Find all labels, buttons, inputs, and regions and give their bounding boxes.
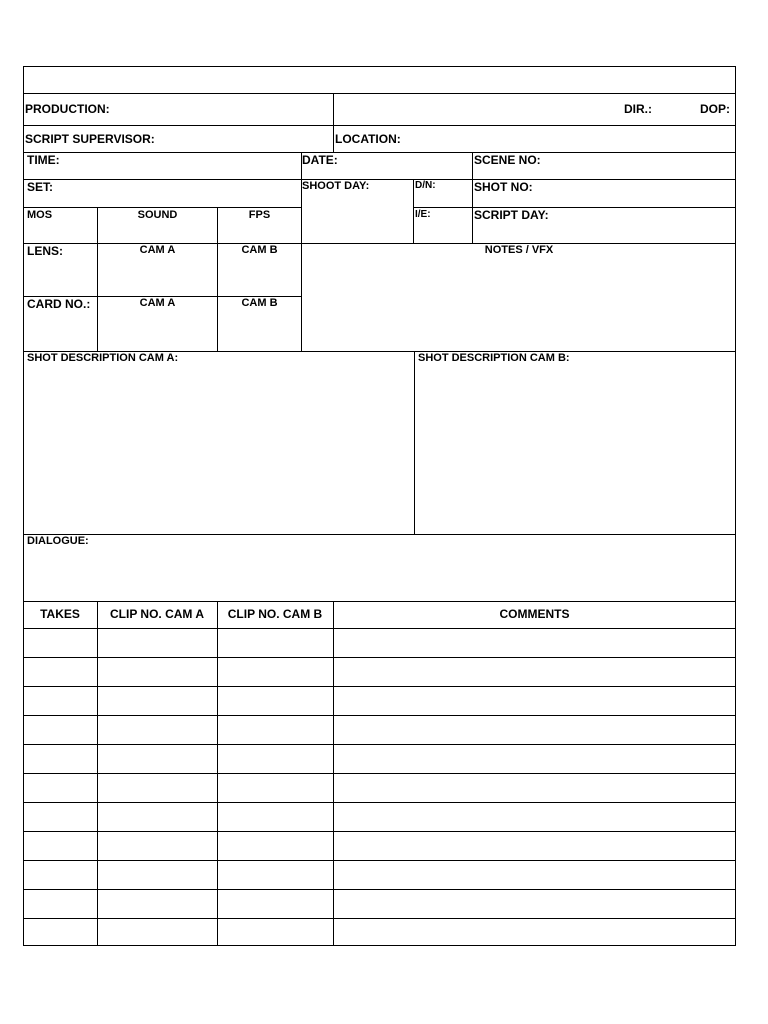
table-row[interactable]: [23, 745, 736, 773]
location-label: LOCATION:: [335, 132, 401, 146]
rule: [472, 152, 473, 243]
set-label: SET:: [27, 180, 54, 194]
table-row[interactable]: [23, 629, 736, 657]
ie-label: I/E:: [415, 209, 431, 220]
rule: [333, 93, 334, 152]
shot-description-cam-b-label: SHOT DESCRIPTION CAM B:: [418, 352, 570, 364]
dn-label: D/N:: [415, 180, 436, 191]
sound-label: SOUND: [137, 209, 178, 221]
lens-cam-b-label: CAM B: [241, 244, 278, 256]
table-row[interactable]: [23, 687, 736, 715]
script-day-label: SCRIPT DAY:: [474, 208, 549, 222]
notes-vfx-label: NOTES / VFX: [484, 244, 554, 256]
dialogue-label: DIALOGUE:: [27, 535, 89, 547]
rule: [413, 207, 736, 208]
script-supervisor-label: SCRIPT SUPERVISOR:: [25, 132, 155, 146]
table-row[interactable]: [23, 832, 736, 860]
rule: [23, 179, 736, 180]
card-cam-b-label: CAM B: [241, 297, 278, 309]
rule: [97, 207, 98, 351]
clip-no-cam-b-header: CLIP NO. CAM B: [227, 607, 323, 621]
table-row[interactable]: [23, 803, 736, 831]
takes-header: TAKES: [40, 607, 80, 621]
rule: [414, 351, 415, 534]
rule: [23, 93, 736, 94]
table-row[interactable]: [23, 716, 736, 744]
lens-label: LENS:: [27, 244, 63, 258]
fps-label: FPS: [248, 209, 271, 221]
time-label: TIME:: [27, 153, 60, 167]
lens-cam-a-label: CAM A: [139, 244, 176, 256]
dop-label: DOP:: [700, 102, 730, 116]
shoot-day-label: SHOOT DAY:: [302, 180, 370, 192]
take-column-line: [333, 601, 334, 946]
rule: [23, 534, 736, 535]
comments-header: COMMENTS: [499, 607, 570, 621]
shot-no-label: SHOT NO:: [474, 180, 533, 194]
card-no-label: CARD NO.:: [27, 297, 91, 311]
production-label: PRODUCTION:: [25, 102, 110, 116]
rule: [413, 179, 414, 243]
date-label: DATE:: [302, 153, 338, 167]
rule: [217, 207, 218, 351]
table-row[interactable]: [23, 890, 736, 918]
table-row[interactable]: [23, 861, 736, 889]
take-column-line: [97, 601, 98, 946]
take-column-line: [217, 601, 218, 946]
table-row[interactable]: [23, 774, 736, 802]
mos-label: MOS: [27, 209, 53, 221]
takes-table: [23, 601, 736, 946]
clip-no-cam-a-header: CLIP NO. CAM A: [109, 607, 204, 621]
table-row[interactable]: [23, 658, 736, 686]
dir-label: DIR.:: [624, 102, 652, 116]
scene-no-label: SCENE NO:: [474, 153, 541, 167]
shot-description-cam-a-label: SHOT DESCRIPTION CAM A:: [27, 352, 179, 364]
rule: [23, 152, 736, 153]
card-cam-a-label: CAM A: [139, 297, 176, 309]
rule: [23, 125, 736, 126]
table-row[interactable]: [23, 919, 736, 947]
